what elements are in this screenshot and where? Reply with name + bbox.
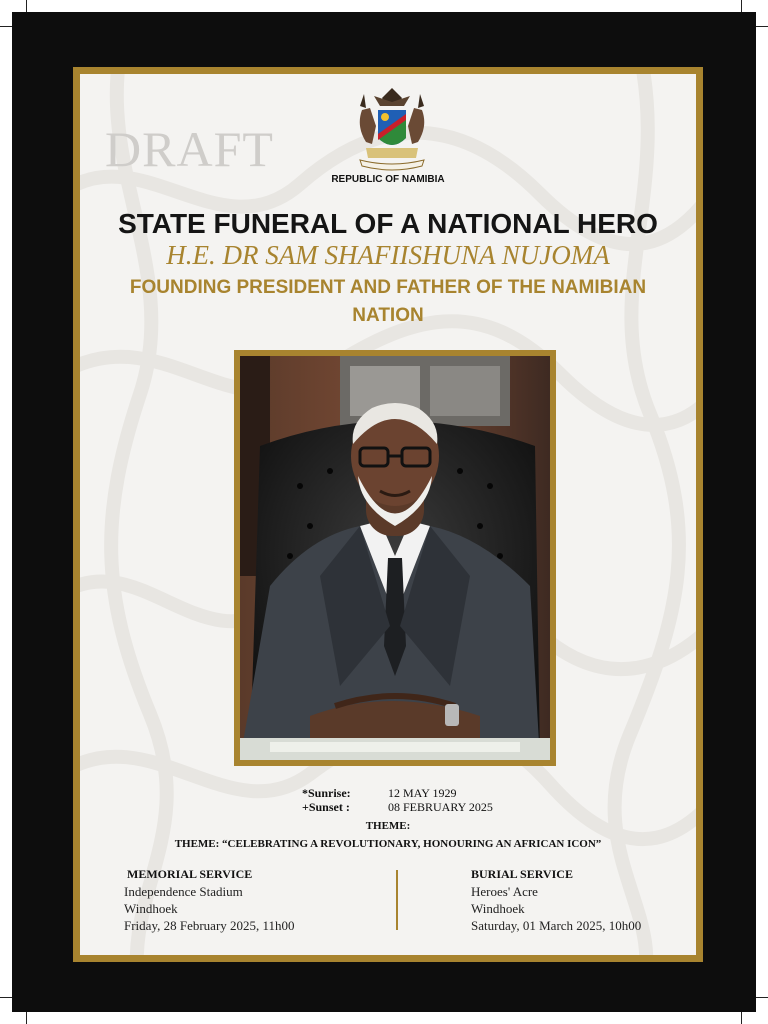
portrait-photo [234, 350, 556, 766]
theme-text: THEME: “CELEBRATING A REVOLUTIONARY, HONOURING AN AFRICAN ICON” [174, 838, 602, 850]
honouree-tagline: FOUNDING PRESIDENT AND FATHER OF THE NAMIBIAN NATION [129, 277, 647, 326]
burial-city: Windhoek [471, 901, 525, 916]
sunset-value: 08 FEBRUARY 2025 [388, 800, 493, 814]
burial-datetime: Saturday, 01 March 2025, 10h00 [471, 918, 642, 933]
memorial-venue: Independence Stadium [124, 884, 243, 899]
burial-service-block [471, 866, 641, 934]
memorial-heading: MEMORIAL SERVICE [127, 867, 253, 881]
sunrise-label: *Sunrise: [302, 786, 351, 800]
page-title: STATE FUNERAL OF A NATIONAL HERO [118, 208, 658, 239]
memorial-city: Windhoek [124, 901, 178, 916]
burial-heading: BURIAL SERVICE [471, 867, 573, 881]
sunrise-value: 12 MAY 1929 [388, 786, 457, 800]
sunset-label: +Sunset : [302, 800, 350, 814]
programme-card [73, 67, 703, 962]
burial-venue: Heroes' Acre [471, 884, 538, 899]
service-divider [396, 870, 398, 930]
draft-watermark: DRAFT [105, 121, 274, 177]
honouree-name: H.E. DR SAM SHAFIISHUNA NUJOMA [166, 240, 610, 270]
republic-caption: REPUBLIC OF NAMIBIA [331, 174, 445, 185]
memorial-datetime: Friday, 28 February 2025, 11h00 [124, 918, 295, 933]
coat-of-arms-icon [352, 86, 432, 172]
theme-heading: THEME: [365, 820, 411, 832]
memorial-service-block [124, 866, 295, 934]
